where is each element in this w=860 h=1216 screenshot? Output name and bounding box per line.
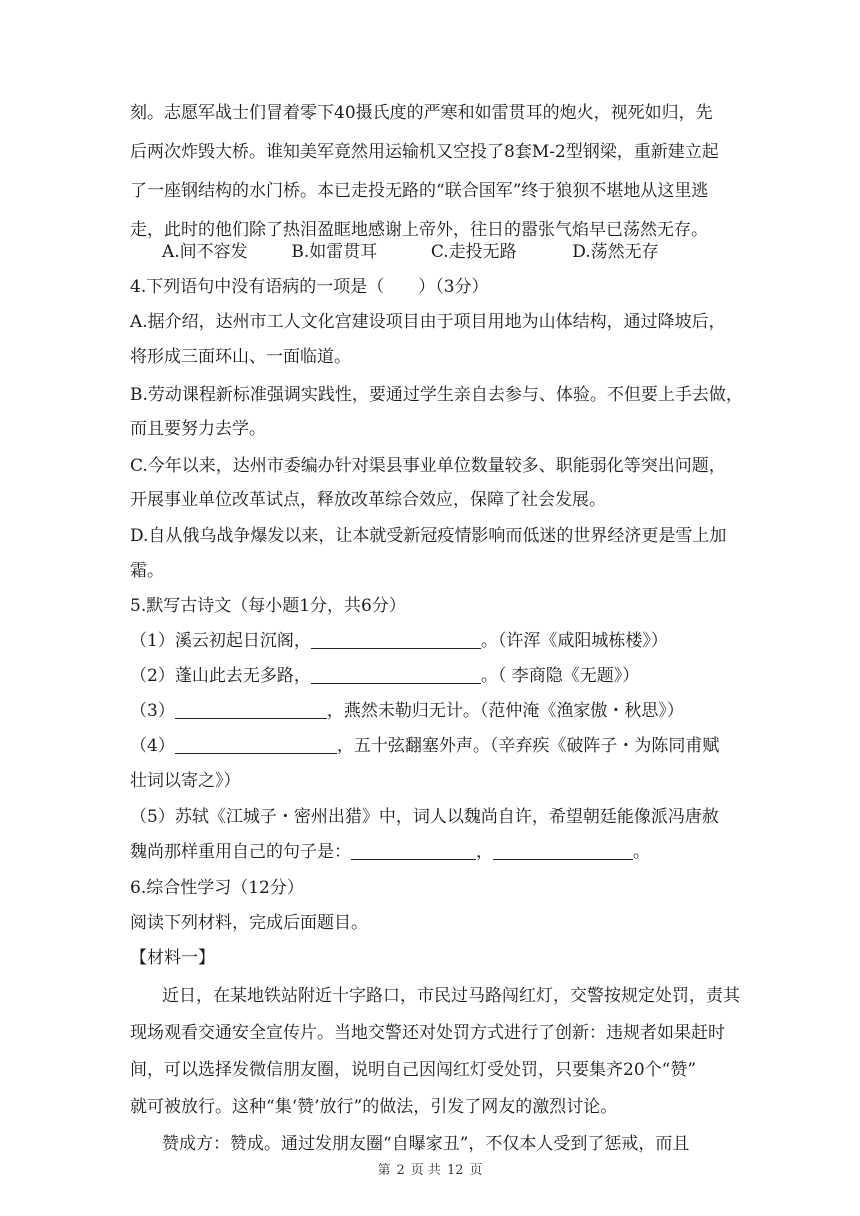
q5-item-2-answer-blank[interactable] [311, 666, 481, 684]
footer-page-number: 2 [396, 1163, 405, 1178]
q3-option-a[interactable]: A.间不容发 [162, 242, 248, 262]
material-1-heading: 【材料一】 [130, 948, 215, 968]
q5-item-5-answer-blank-1[interactable] [351, 842, 476, 860]
q3-option-d[interactable]: D.荡然无存 [572, 242, 659, 262]
q5-item-4-source: ，五十弦翻塞外声。（辛弃疾《破阵子・为陈同甫赋 [336, 736, 720, 756]
q4-option-c-line-2[interactable]: 开展事业单位改革试点，释放改革综合效应，保障了社会发展。 [130, 490, 606, 510]
page-footer [0, 1159, 860, 1178]
q4-stem: 4.下列语句中没有语病的一项是（ ）（3分） [130, 277, 489, 297]
q4-option-c-line-1[interactable]: C.今年以来，达州市委编办针对渠县事业单位数量较多、职能弱化等突出问题， [130, 456, 726, 476]
q5-item-5-prompt: 魏尚那样重用自己的句子是： [130, 842, 351, 862]
q5-item-2-prompt: （2）蓬山此去无多路， [130, 666, 311, 686]
q5-item-5-separator: ， [476, 842, 493, 862]
q5-item-5-line-1: （5）苏轼《江城子・密州出猎》中，词人以魏尚自许，希望朝廷能像派冯唐赦 [130, 807, 719, 827]
q4-option-d-line-1[interactable]: D.自从俄乌战争爆发以来，让本就受新冠疫情影响而低迷的世界经济更是雪上加 [130, 526, 727, 546]
footer-mid: 页 共 [410, 1163, 441, 1178]
q3-passage-line-2: 后两次炸毁大桥。谁知美军竟然用运输机又空投了8套M-2型钢梁，重新建立起 [130, 142, 719, 162]
q5-item-4-line-2: 壮词以寄之》） [130, 771, 241, 791]
q5-item-4 [130, 734, 719, 758]
q3-passage-line-3: 了一座钢结构的水门桥。本已走投无路的“联合国军”终于狼狈不堪地从这里逃 [130, 181, 709, 201]
q5-item-5-line-2 [130, 840, 650, 864]
q4-option-a-line-1[interactable]: A.据介绍，达州市工人文化宫建设项目由于项目用地为山体结构，通过降坡后， [130, 312, 726, 332]
q5-item-3 [130, 699, 684, 723]
q3-option-b[interactable]: B.如雷贯耳 [291, 242, 378, 262]
q4-option-a-line-2[interactable]: 将形成三面环山、一面临道。 [130, 347, 351, 367]
q4-option-d-line-2[interactable]: 霜。 [130, 561, 164, 581]
q5-item-4-answer-blank[interactable] [175, 736, 337, 754]
footer-suffix: 页 [469, 1163, 483, 1178]
q5-item-1 [130, 629, 668, 653]
q5-item-1-prompt: （1）溪云初起日沉阁， [130, 631, 311, 651]
q5-item-3-source: ，燕然未勒归无计。（范仲淹《渔家傲・秋思》） [326, 701, 684, 721]
material-1-para-1-line-2: 现场观看交通安全宣传片。当地交警还对处罚方式进行了创新：违规者如果赶时 [130, 1023, 725, 1043]
q5-item-5-end: 。 [633, 842, 650, 862]
q4-option-b-line-2[interactable]: 而且要努力去学。 [130, 419, 266, 439]
q3-options [162, 240, 659, 264]
q3-passage-line-4: 走，此时的他们除了热泪盈眶地感谢上帝外，往日的嚣张气焰早已荡然无存。 [130, 220, 708, 240]
q5-item-3-answer-blank[interactable] [175, 701, 327, 719]
q5-item-1-source: 。（许浑《咸阳城栋楼》） [480, 631, 668, 651]
q5-item-4-prompt: （4） [130, 736, 175, 756]
q3-passage-line-1: 刻。志愿军战士们冒着零下40摄氏度的严寒和如雷贯耳的炮火，视死如归，先 [130, 103, 713, 123]
q5-item-5-answer-blank-2[interactable] [493, 842, 633, 860]
material-1-para-2-line-1: 赞成方：赞成。通过发朋友圈“自曝家丑”，不仅本人受到了惩戒，而且 [162, 1134, 690, 1154]
q3-option-c[interactable]: C.走投无路 [430, 242, 517, 262]
material-1-para-1-line-1: 近日，在某地铁站附近十字路口，市民过马路闯红灯，交警按规定处罚，责其 [162, 986, 740, 1006]
q5-item-3-prompt: （3） [130, 701, 175, 721]
q6-instruction: 阅读下列材料，完成后面题目。 [130, 913, 368, 933]
q5-item-2-source: 。（ 李商隐《无题》） [480, 666, 640, 686]
footer-prefix: 第 [377, 1163, 391, 1178]
footer-total-pages: 12 [446, 1163, 464, 1178]
q5-stem: 5.默写古诗文（每小题1分，共6分） [130, 596, 406, 616]
q6-stem: 6.综合性学习（12分） [130, 878, 304, 898]
q4-option-b-line-1[interactable]: B.劳动课程新标准强调实践性，要通过学生亲自去参与、体验。不但要上手去做， [130, 385, 743, 405]
material-1-para-1-line-3: 间，可以选择发微信朋友圈，说明自己因闯红灯受处罚，只要集齐20个“赞” [130, 1060, 697, 1080]
q5-item-1-answer-blank[interactable] [311, 631, 481, 649]
material-1-para-1-line-4: 就可被放行。这种“集‘赞’放行”的做法，引发了网友的激烈讨论。 [130, 1097, 618, 1117]
q5-item-2 [130, 664, 639, 688]
